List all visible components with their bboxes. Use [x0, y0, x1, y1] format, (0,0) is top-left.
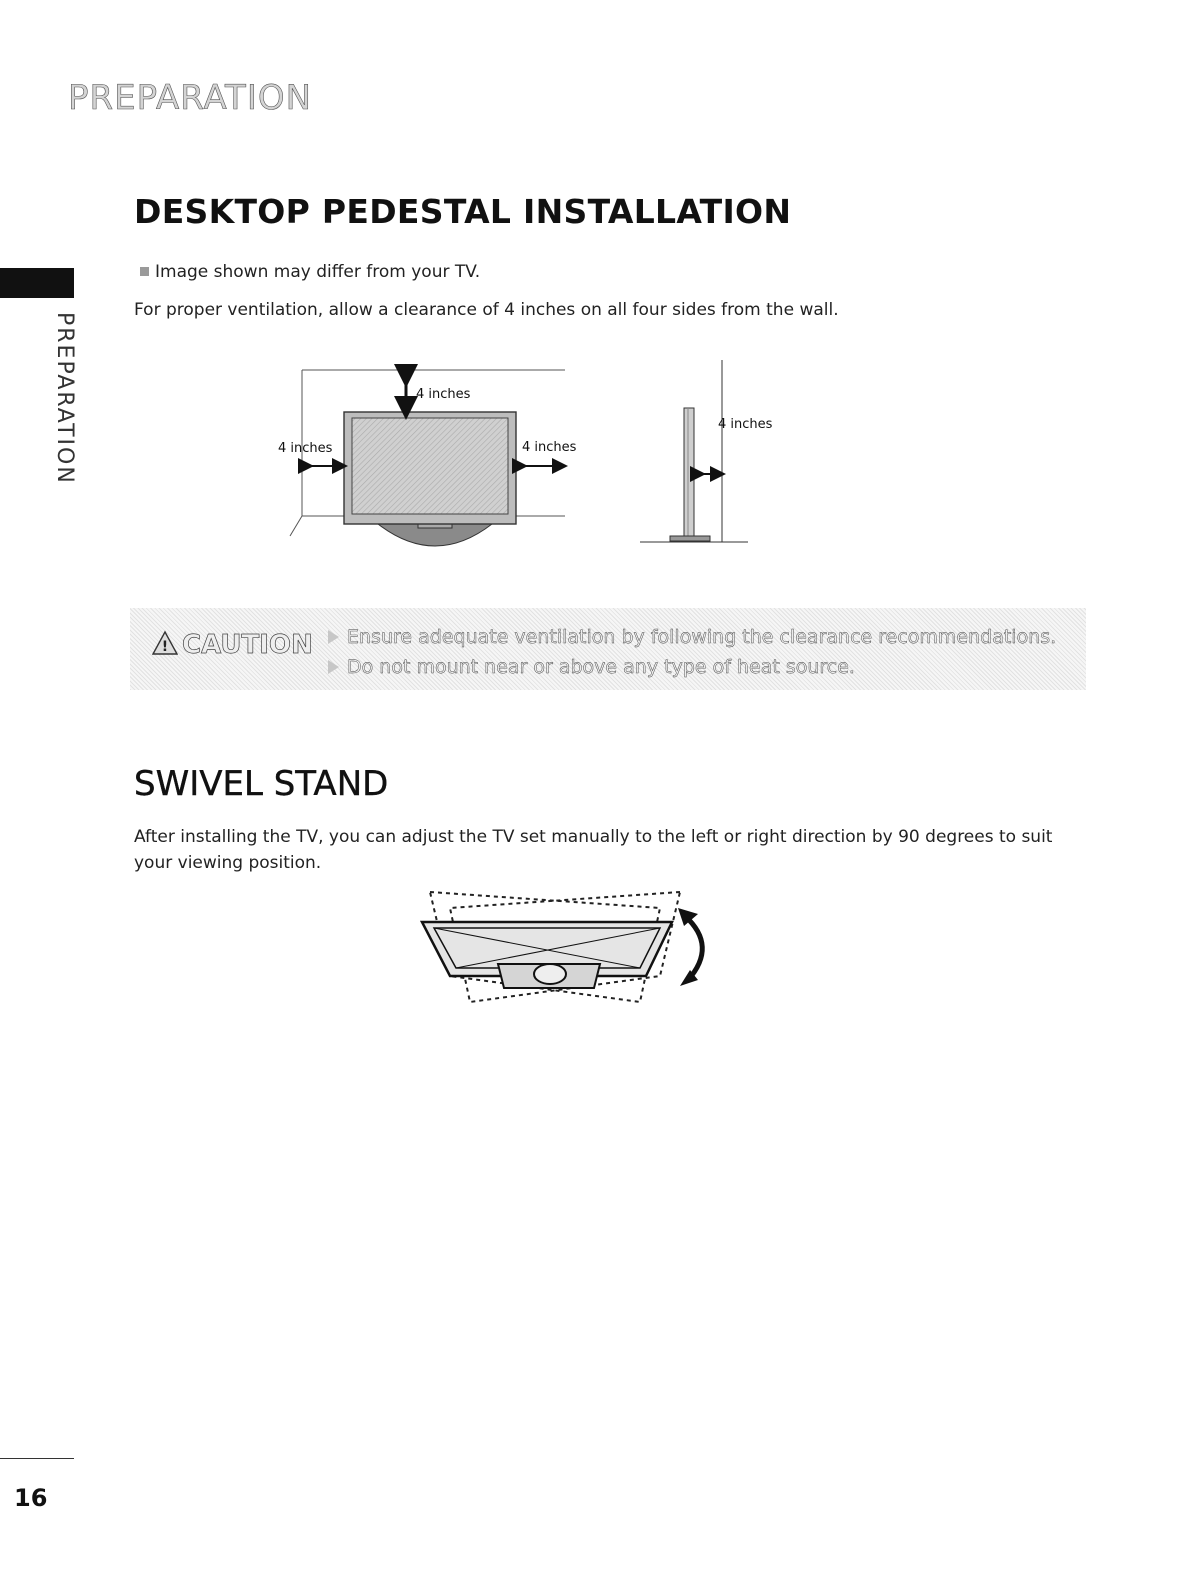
label-left-clearance: 4 inches	[278, 441, 333, 456]
note-bullet-icon	[140, 267, 149, 276]
page-number: 16	[14, 1484, 48, 1512]
section-title-swivel-stand: SWIVEL STAND	[134, 764, 389, 804]
rotation-arrow-icon	[685, 916, 702, 980]
section-title-desktop-pedestal: DESKTOP PEDESTAL INSTALLATION	[134, 192, 792, 231]
side-tab-label: PREPARATION	[52, 312, 77, 485]
caution-item	[328, 656, 855, 678]
tv-swivel-figure	[410, 884, 730, 1014]
caution-item	[328, 626, 1056, 648]
arrow-bullet-icon	[328, 630, 339, 644]
swivel-paragraph: After installing the TV, you can adjust the TV set manually to the left or right direction by 90 degrees to suit your viewing position.	[134, 827, 1053, 873]
image-note	[140, 262, 480, 282]
svg-text:!: !	[161, 639, 169, 655]
image-note-text: Image shown may differ from your TV.	[155, 262, 481, 282]
page-header-title: PREPARATION	[68, 78, 313, 118]
tv-side-clearance-figure	[630, 356, 810, 556]
caution-item-text: Do not mount near or above any type of heat source.	[347, 656, 855, 678]
footer-rule	[0, 1458, 74, 1459]
label-right-clearance: 4 inches	[522, 440, 577, 455]
label-top-clearance: 4 inches	[416, 387, 471, 402]
warning-triangle-icon	[152, 630, 178, 656]
ventilation-paragraph: For proper ventilation, allow a clearance of 4 inches on all four sides from the wall.	[134, 300, 839, 320]
arrow-bullet-icon	[328, 660, 339, 674]
side-tab-marker	[0, 268, 74, 298]
caution-box	[130, 608, 1086, 690]
tv-front-clearance-figure	[270, 356, 580, 576]
label-side-clearance: 4 inches	[718, 417, 773, 432]
caution-item-text: Ensure adequate ventilation by following the clearance recommendations.	[347, 626, 1057, 648]
caution-heading: CAUTION	[182, 630, 313, 660]
